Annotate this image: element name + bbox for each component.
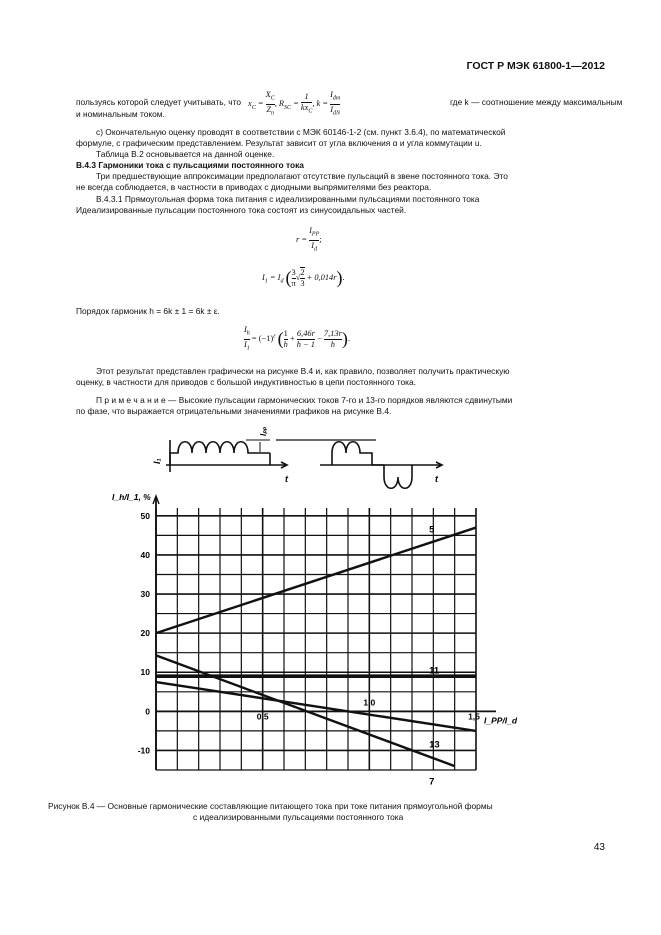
- paragraph-2-line-2: формуле, с графическим представлением. Результат зависит от угла включения α и угла коммутации u.: [76, 138, 482, 148]
- note-line-2: по фазе, что выражается отрицательными значениями графиков на рисунке В.4.: [76, 406, 392, 416]
- y-tick-label: 0: [145, 706, 150, 717]
- x-tick-label: 1,0: [363, 697, 376, 708]
- waveform-right-tlabel: t: [435, 474, 438, 484]
- x-tick-label: 0,5: [256, 711, 269, 722]
- figure-caption-line-2: с идеализированными пульсациями постоянного тока: [193, 812, 404, 822]
- paragraph-1: пользуясь которой следует учитывать, что $x_C$ = $\frac{X_C}{Z_n}$ , $R_{SC}$ = $\frac{1}{kx_C}$ , k = $\frac{I_{dm}}{I_{dN}}$ где k — соотношение между максимальным и номинальным током.: [76, 90, 623, 119]
- paragraph-7-line-2: оценку, в частности для приводов с большой индуктивностью в цепи постоянного тока.: [76, 377, 416, 387]
- section-title: В.4.3 Гармоники тока с пульсациями постоянного тока: [76, 160, 304, 170]
- right-negative-half: [372, 465, 412, 488]
- series-label-5: 5: [429, 524, 435, 536]
- figure-caption-line-1: Рисунок В.4 — Основные гармонические составляющие питающего тока при токе питания прямоугольной формы: [48, 801, 493, 811]
- harmonics-chart: [110, 490, 530, 785]
- y-tick-label: 40: [140, 549, 150, 560]
- x-axis-label: I_PP/I_d: [484, 715, 518, 726]
- chart-grid: [156, 508, 476, 770]
- note: П р и м е ч а н и е — Высокие пульсации гармонических токов 7-го и 13-го порядков являются сдвинутыми: [96, 395, 513, 405]
- standard-header: ГОСТ Р МЭК 61800-1—2012: [466, 60, 605, 72]
- paragraph-4-line-1: Три предшествующие аппроксимации предполагают отсутствие пульсаций в звене постоянного тока. Это: [96, 171, 508, 181]
- paragraph-7-line-1: Этот результат представлен графически на рисунке В.4 и, как правило, позволяет получить практическую: [96, 366, 510, 376]
- paragraph-6: Идеализированные пульсации постоянного тока состоят из синусоидальных частей.: [76, 205, 407, 215]
- waveform-left-tlabel: t: [285, 474, 288, 484]
- paragraph-5: В.4.3.1 Прямоугольная форма тока питания с идеализированными пульсациями постоянного тока: [96, 194, 480, 204]
- left-ripple-waveform: [170, 442, 270, 465]
- formula-r: r = $\frac{I_{PP}}{I_d}$ ;: [296, 226, 322, 253]
- note-label: П р и м е ч а н и е: [96, 395, 166, 405]
- series-label-7: 7: [429, 776, 435, 785]
- paragraph-4-line-2: не всегда соблюдается, в частности в приводах с диодными выпрямителями без реактора.: [76, 182, 432, 192]
- y-tick-label: 50: [140, 510, 150, 521]
- x-tick-label: 1,5: [468, 711, 480, 722]
- y-axis-label: I_h/I_1, %: [112, 492, 151, 502]
- waveform-ripple-label: Iₚₚ: [259, 426, 268, 436]
- y-tick-label: 30: [140, 589, 150, 600]
- page-number: 43: [593, 842, 605, 853]
- harmonic-order: Порядок гармоник h = 6k ± 1 = 6k ± ε.: [76, 306, 220, 316]
- formula-xc: $x_C$ = $\frac{X_C}{Z_n}$ , $R_{SC}$ = $\frac{1}{kx_C}$ , k = $\frac{I_{dm}}{I_{dN}}$: [248, 90, 341, 117]
- series-label-13: 13: [429, 739, 440, 751]
- paragraph-2-line-1: c) Окончательную оценку проводят в соответствии с МЭК 60146-1-2 (см. пункт 3.6.4), по математической: [96, 127, 506, 137]
- formula-ih: $\frac{I_h}{I_1}$ = $(-1)^\varepsilon$ ( $\frac{1}{h}$ + $\frac{6,46r}{h - 1}$ − $\frac{7,13r}{h}$ ).: [244, 325, 350, 352]
- series-label-11: 11: [429, 665, 440, 677]
- y-tick-label: 20: [140, 628, 150, 639]
- paragraph-3: Таблица В.2 основывается на данной оценке.: [96, 149, 275, 159]
- series-line-5: [156, 528, 476, 634]
- y-tick-label: 10: [140, 667, 150, 678]
- waveform-left-ylabel: I₁: [152, 458, 162, 464]
- series-line-13: [156, 682, 476, 731]
- formula-i1: $I_1 = I_d$ ( $\frac{3}{\pi}$ √ $\frac{2}{3}$ + 0,014r).: [262, 267, 345, 288]
- waveform-sketches: [150, 420, 450, 495]
- y-tick-label: -10: [137, 745, 150, 756]
- right-positive-half: [332, 442, 372, 465]
